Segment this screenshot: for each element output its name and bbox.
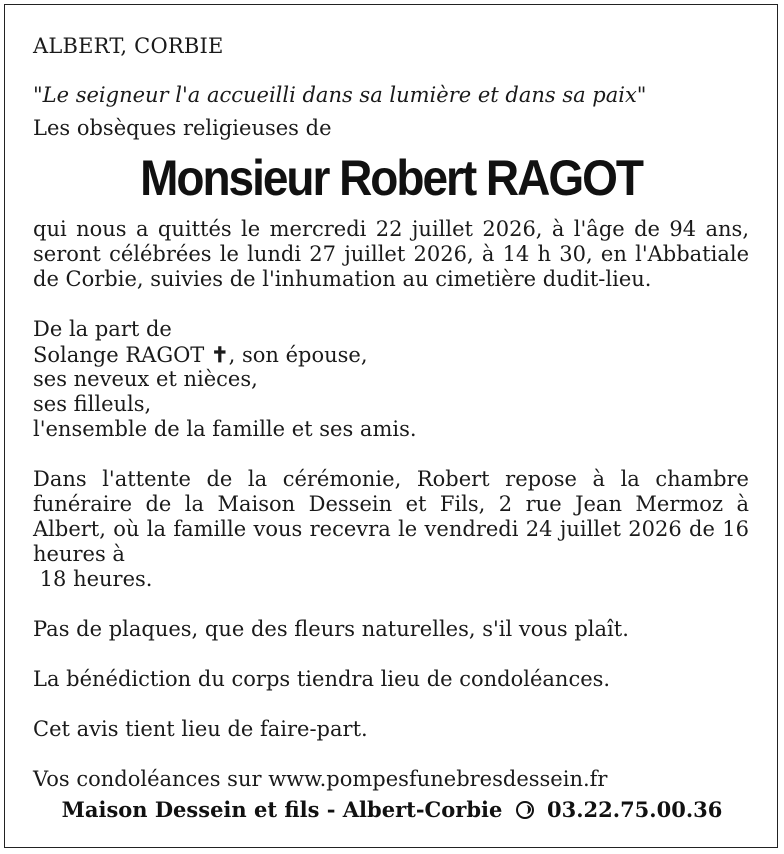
viewing-paragraph bbox=[33, 467, 749, 592]
family-godchildren: ses filleuls, bbox=[33, 392, 152, 416]
location-heading: ALBERT, CORBIE bbox=[33, 34, 224, 58]
announcement-paragraph: qui nous a quittés le mercredi 22 juillet 2026, à l'âge de 94 ans, seront célébrées le lundi 27 juillet 2026, à 14 h 30, en l'Abbatiale de Corbie, suivies de l'inhumation au cimetière dudit-lieu. bbox=[33, 217, 749, 291]
notice-note: Cet avis tient lieu de faire-part. bbox=[33, 717, 368, 741]
condolences-note: Vos condoléances sur www.pompesfunebresdessein.fr bbox=[33, 767, 608, 791]
funeral-home-footer bbox=[0, 797, 784, 822]
deceased-name: Monsieur Robert RAGOT bbox=[140, 150, 642, 206]
family-list bbox=[33, 317, 749, 442]
family-spouse bbox=[33, 342, 749, 367]
family-nephews: ses neveux et nièces, bbox=[33, 367, 258, 391]
phone-number: 03.22.75.00.36 bbox=[547, 797, 723, 822]
spouse-relation: , son épouse, bbox=[228, 343, 368, 367]
viewing-text: Dans l'attente de la cérémonie, Robert repose à la chambre funéraire de la Maison Dessein et Fils, 2 rue Jean Mermoz à Albert, où la famille vous recevra le vendredi 24 juillet 2026 de 16 heures à bbox=[33, 467, 749, 566]
obituary-notice bbox=[33, 34, 749, 817]
family-from: De la part de bbox=[33, 317, 172, 341]
flowers-note: Pas de plaques, que des fleurs naturelles, s'il vous plaît. bbox=[33, 617, 629, 641]
epigraph-quote: "Le seigneur l'a accueilli dans sa lumière et dans sa paix" bbox=[33, 83, 647, 107]
funeral-home-name: Maison Dessein et fils - Albert-Corbie bbox=[61, 797, 503, 822]
viewing-last-line: 18 heures. bbox=[33, 567, 153, 591]
spouse-name: Solange RAGOT bbox=[33, 343, 205, 367]
intro-line: Les obsèques religieuses de bbox=[33, 116, 332, 140]
cross-icon: ✝ bbox=[211, 342, 229, 367]
family-all: l'ensemble de la famille et ses amis. bbox=[33, 417, 417, 441]
blessing-note: La bénédiction du corps tiendra lieu de condoléances. bbox=[33, 667, 611, 691]
phone-icon bbox=[516, 801, 534, 819]
